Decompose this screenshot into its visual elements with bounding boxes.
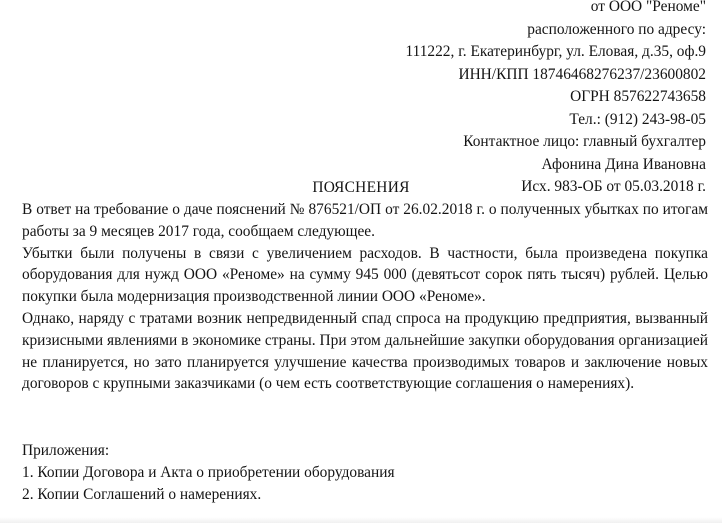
sender-organization: от ООО "Реноме" bbox=[590, 0, 706, 15]
attachment-item: 2. Копии Соглашений о намерениях. bbox=[22, 486, 262, 503]
phone: Тел.: (912) 243-98-05 bbox=[569, 110, 706, 128]
outgoing-number: Исх. 983-ОБ от 05.03.2018 г. bbox=[521, 178, 706, 195]
inn-kpp: ИНН/КПП 18746468276237/23600802 bbox=[458, 65, 706, 83]
sender-address: 111222, г. Екатеринбург, ул. Еловая, д.35, оф.9 bbox=[405, 43, 706, 60]
document-title: ПОЯСНЕНИЯ bbox=[312, 179, 410, 196]
attachments-list bbox=[22, 440, 708, 506]
document-body bbox=[22, 199, 708, 395]
contact-person-name: Афонина Дина Ивановна bbox=[541, 155, 706, 173]
attachment-item: 1. Копии Договора и Акта о приобретении оборудования bbox=[22, 464, 395, 481]
sender-header bbox=[405, 0, 706, 199]
page-bottom-edge bbox=[0, 517, 722, 523]
paragraph-losses: Убытки были получены в связи с увеличением расходов. В частности, была произведена покупка оборудования для нужд ООО «Реноме» на сумму 945 000 (девятьсот сорок пять тысяч) рублей. Целью покупки была модернизация производственной линии ООО «Реноме». bbox=[22, 244, 708, 306]
ogrn: ОГРН 857622743658 bbox=[570, 88, 706, 105]
contact-person-role: Контактное лицо: главный бухгалтер bbox=[463, 133, 706, 150]
attachments-heading: Приложения: bbox=[22, 442, 110, 459]
paragraph-intro: В ответ на требование о даче пояснений № 876521/ОП от 26.02.2018 г. о полученных убытках по итогам работы за 9 месяцев 2017 года, сообщаем следующее. bbox=[22, 201, 708, 240]
paragraph-demand: Однако, наряду с тратами возник непредвиденный спад спроса на продукцию предприятия, вызванный кризисными явлениями в экономике страны. При этом дальнейшие закупки оборудования организацией не планируется, но зато планируется улучшение качества производимых товаров и заключение новых договоров с крупными заказчиками (о чем есть соответствующие соглашения о намерениях). bbox=[22, 309, 708, 393]
address-label: расположенного по адресу: bbox=[527, 20, 706, 38]
